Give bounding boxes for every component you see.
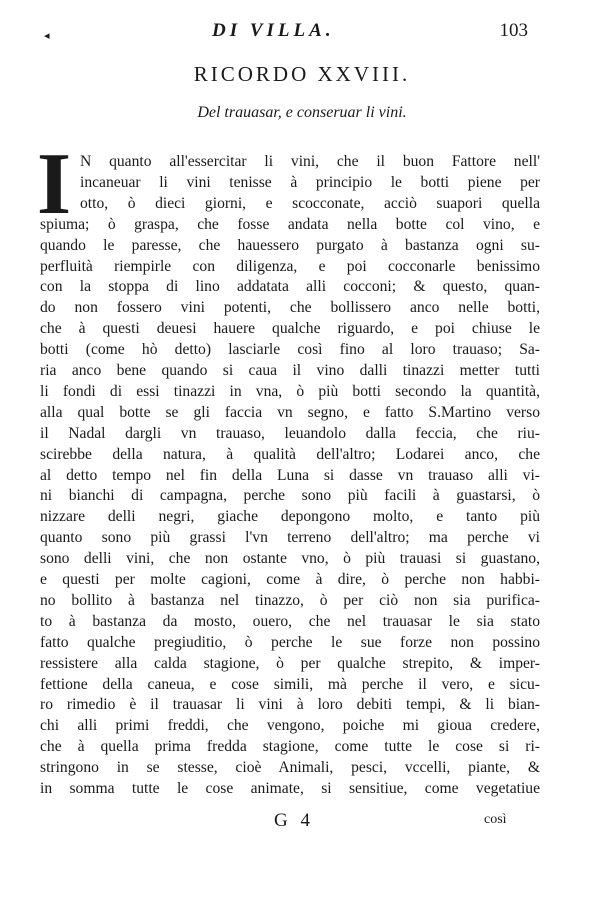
- text-line: ressistere alla calda stagione, ò per qualche strepito, & imper-: [40, 654, 540, 672]
- text-line: to à bastanza da mosto, ouero, che nel trauasar le sia stato: [40, 612, 540, 630]
- text-line: quanto sono più grassi l'vn terreno dell'altro; ma perche vi: [40, 529, 540, 547]
- text-line: il Nadal dargli vn trauaso, leuandolo dalla feccia, che riu-: [40, 424, 540, 442]
- text-line: con la stoppa di lino addatata alli cocconi; & questo, quan-: [40, 278, 540, 296]
- text-line: fatto qualche pregiuditio, ò perche le sue forze non possino: [40, 633, 540, 651]
- text-line: botti (come hò detto) lasciarle così fino al loro trauaso; Sa-: [40, 341, 540, 359]
- running-head: DI VILLA.: [212, 20, 335, 41]
- chapter-subtitle: Del trauasar, e conseruar li vini.: [197, 104, 407, 121]
- text-line: al detto tempo nel fin della Luna si dasse vn trauaso alli vi-: [40, 466, 540, 484]
- text-line: otto, ò dieci giorni, e scocconate, acciò suapori quella: [80, 194, 540, 212]
- text-line: do non fossero vini potenti, che bollissero anco nelle botti,: [40, 299, 540, 317]
- text-line: alla qual botte se gli faccia vn segno, e fatto S.Martino verso: [40, 403, 540, 421]
- text-line: ria anco bene quando si caua il vino dalli tinazzi metter tutti: [40, 362, 540, 379]
- text-line: ro rimedio è il trauasar li vini à loro debiti tempi, & li bian-: [40, 696, 540, 714]
- page-number: 103: [499, 20, 528, 41]
- text-line: N quanto all'essercitar li vini, che il buon Fattore nell': [80, 153, 540, 170]
- text-line: che à quella prima fredda stagione, come tutte le cose si ri-: [40, 738, 540, 756]
- text-line: spiuma; ò graspa, che fosse andata nella botte col vino, e: [40, 215, 540, 233]
- text-line: incaneuar li vini tenisse à principio le botti piene per: [80, 173, 540, 191]
- text-line: in somma tutte le cose animate, si sensitiue, come vegetatiue: [40, 780, 540, 797]
- text-line: perfluità riempirle con diligenza, e poi cocconarle benissimo: [40, 257, 540, 275]
- text-line: fettione della caneua, e cose simili, mà perche il vero, e sicu-: [40, 675, 540, 693]
- text-line: chi alli primi freddi, che vengono, poiche mi gioua credere,: [40, 717, 540, 735]
- text-line: che à questi deuesi hauere qualche riguardo, e poi chiuse le: [40, 320, 540, 338]
- signature-mark: G 4: [274, 810, 314, 831]
- text-line: quando le paresse, che hauessero purgato à bastanza ogni su-: [40, 236, 540, 254]
- page-corner-mark: ◂: [44, 29, 50, 42]
- chapter-title: RICORDO XXVIII.: [193, 62, 411, 86]
- text-line: sono delli vini, che non ostante vno, ò più trauasi si guastano,: [40, 550, 540, 568]
- text-line: stringono in se stesse, cioè Animali, pesci, vccelli, piante, &: [40, 759, 540, 777]
- text-line: li fondi di essi tinazzi in vna, ò più botti secondo la quantità,: [40, 382, 540, 400]
- catchword: così: [484, 812, 507, 827]
- drop-cap: I: [36, 136, 72, 233]
- text-line: e questi per molte cagioni, come à dire, ò perche non habbi-: [40, 571, 540, 588]
- text-line: scirebbe della natura, à qualità dell'altro; Lodarei anco, che: [40, 445, 540, 463]
- text-line: nizzare delli negri, giache depongono molto, e tanto più: [40, 508, 540, 526]
- text-line: ni bianchi di campagna, perche sono più facili à guastarsi, ò: [40, 487, 540, 505]
- text-line: no bollito à bastanza nel tinazzo, ò per ciò non sia purifica-: [40, 591, 540, 609]
